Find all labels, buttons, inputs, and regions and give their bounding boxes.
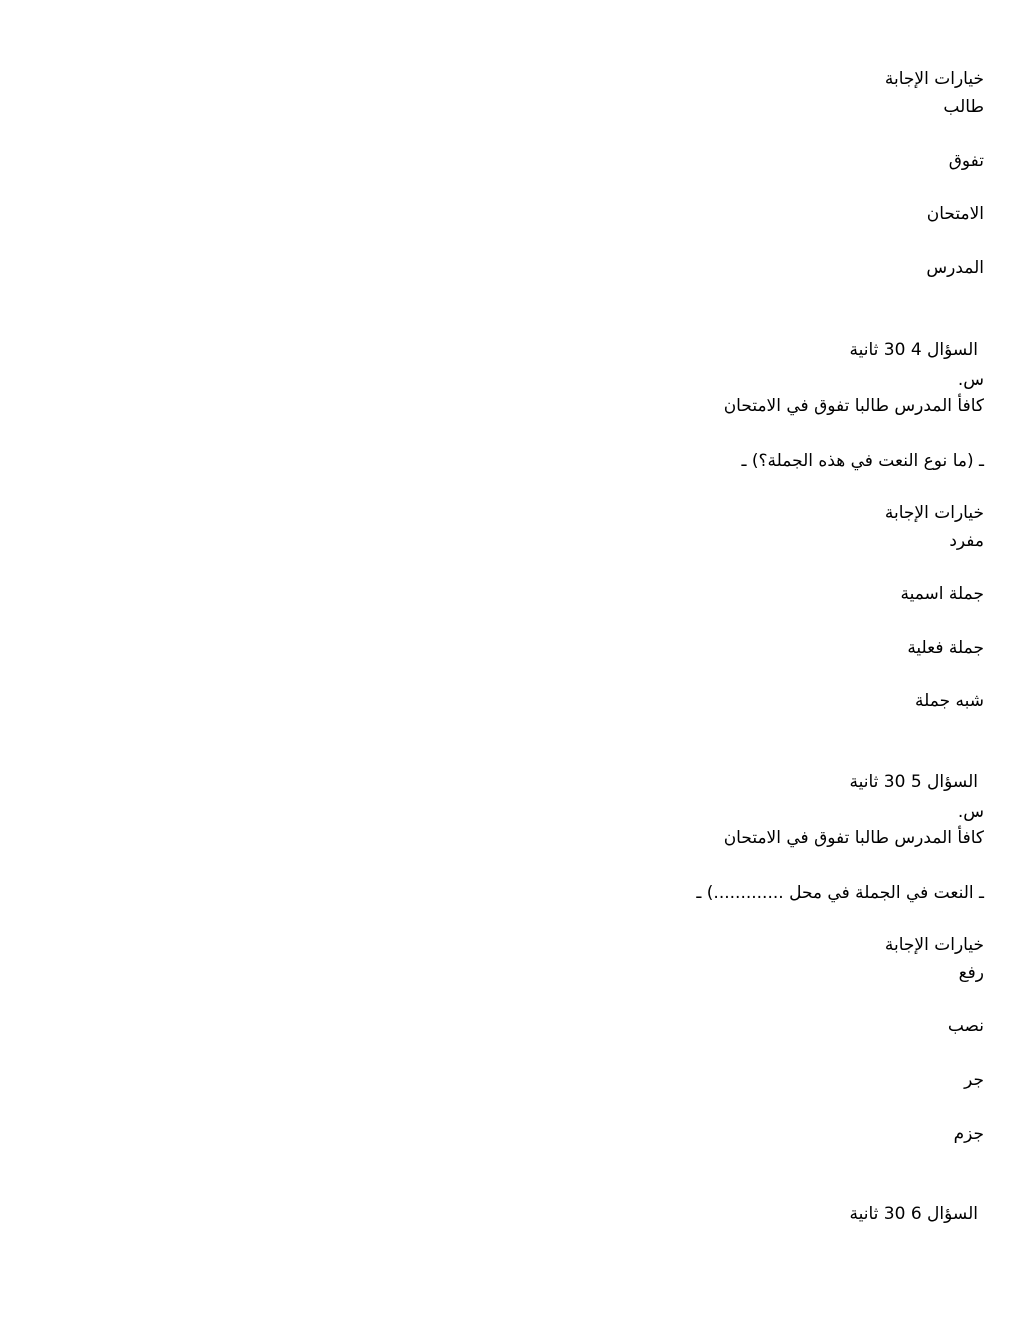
answer-option: الامتحان (926, 204, 984, 224)
answer-option: طالب (943, 97, 984, 117)
question-5-option: رفع (958, 963, 984, 983)
answer-option: تفوق (948, 151, 984, 171)
question-4-label: س. (957, 370, 984, 390)
question-5-label: س. (957, 802, 984, 822)
question-4-option: شبه جملة (915, 691, 984, 711)
question-5-options-label: خيارات الإجابة (884, 935, 984, 955)
question-4-options-label: خيارات الإجابة (884, 503, 984, 523)
answer-option: المدرس (926, 258, 984, 278)
question-5-option: نصب (947, 1016, 984, 1036)
question-4-option: مفرد (949, 531, 984, 551)
question-4-sentence: كافأ المدرس طالبا تفوق في الامتحان (723, 396, 984, 416)
question-6-header: السؤال 6 30 ثانية (849, 1204, 978, 1224)
question-4-prompt: ـ (ما نوع النعت في هذه الجملة؟) ـ (741, 451, 984, 471)
question-5-option: جر (964, 1070, 984, 1090)
options-label: خيارات الإجابة (884, 69, 984, 89)
question-5-prompt: ـ النعت في الجملة في محل .............) ـ (696, 883, 984, 903)
question-4-option: جملة فعلية (907, 638, 984, 658)
question-4-header: السؤال 4 30 ثانية (849, 340, 978, 360)
question-4-option: جملة اسمية (900, 584, 984, 604)
question-5-sentence: كافأ المدرس طالبا تفوق في الامتحان (723, 828, 984, 848)
question-5-header: السؤال 5 30 ثانية (849, 772, 978, 792)
question-5-option: جزم (953, 1124, 984, 1144)
